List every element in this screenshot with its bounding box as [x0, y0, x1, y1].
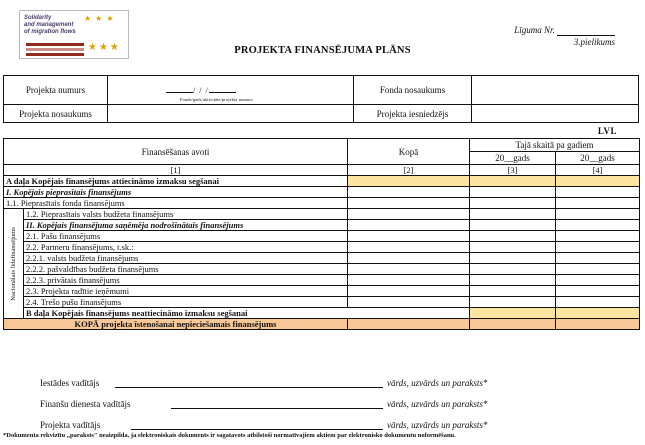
value-cell[interactable] [556, 275, 640, 286]
table-row [4, 231, 640, 242]
value-cell[interactable] [470, 242, 556, 253]
signature-label: Finanšu dienesta vadītājs [40, 399, 131, 409]
table-row [4, 275, 640, 286]
value-cell[interactable] [348, 209, 470, 220]
table-row [4, 253, 640, 264]
col-header-sources: Finansēšanas avoti [4, 139, 348, 165]
value-cell[interactable] [348, 264, 470, 275]
row-label-i: I. Kopējais pieprasītais finansējums [4, 187, 348, 198]
row-label-2-2: 2.2. Partneru finansējums, t.sk.: [24, 242, 348, 253]
value-cell[interactable] [470, 297, 556, 308]
logo-line: Solidarity [24, 15, 52, 21]
value-cell[interactable] [470, 308, 556, 319]
row-label-a: A daļa Kopējais finansējums attiecināmo izmaksu segšanai [4, 176, 348, 187]
value-cell[interactable] [348, 286, 470, 297]
value-cell[interactable] [470, 176, 556, 187]
value-cell[interactable] [556, 242, 640, 253]
fund-name-label: Fonda nosaukums [354, 76, 472, 105]
table-row [4, 308, 640, 319]
table-row [4, 242, 640, 253]
row-label-1-2: 1.2. Pieprasītais valsts budžeta finansējums [24, 209, 348, 220]
value-cell[interactable] [348, 319, 470, 330]
value-cell[interactable] [556, 176, 640, 187]
signature-hint: vārds, uzvārds un paraksts* [387, 420, 488, 430]
row-label-ii: II. Kopējais finansējuma saņēmēja nodrošinātais finansējums [24, 220, 348, 231]
value-cell[interactable] [348, 253, 470, 264]
table-row [4, 187, 640, 198]
value-cell[interactable] [556, 308, 640, 319]
project-number-label: Projekta numurs [4, 76, 108, 105]
index-cell: [1] [4, 165, 348, 176]
value-cell[interactable] [556, 253, 640, 264]
value-cell[interactable] [556, 297, 640, 308]
project-number-field[interactable] [108, 76, 354, 105]
col-header-year2: 20__gads [556, 152, 640, 165]
row-label-b: B daļa Kopējais finansējums neattiecināmo izmaksu segšanai [24, 308, 470, 319]
index-cell: [2] [348, 165, 470, 176]
value-cell[interactable] [470, 319, 556, 330]
row-label-2-2-3: 2.2.3. privātais finansējums [24, 275, 348, 286]
logo-line: and management [24, 22, 74, 28]
signature-hint: vārds, uzvārds un paraksts* [387, 378, 488, 388]
value-cell[interactable] [348, 275, 470, 286]
project-info-table [3, 75, 639, 123]
value-cell[interactable] [348, 198, 470, 209]
footnote: *Dokumenta rekvizītu „paraksts" neaizpilda, ja elektroniskais dokuments ir sagatavots atbilstoši normatīvajiem aktiem par elektronisko dokumentu noformēšanu. [3, 432, 456, 439]
value-cell[interactable] [348, 176, 470, 187]
signature-finance-head [40, 399, 487, 409]
table-row [4, 198, 640, 209]
logo-line: of migration flows [24, 29, 76, 35]
financing-table [3, 138, 640, 330]
value-cell[interactable] [470, 275, 556, 286]
value-cell[interactable] [556, 231, 640, 242]
table-row [4, 220, 640, 231]
fund-name-field[interactable] [472, 76, 639, 105]
currency-label: LVL [597, 126, 617, 136]
value-cell[interactable] [470, 209, 556, 220]
value-cell[interactable] [556, 319, 640, 330]
value-cell[interactable] [348, 187, 470, 198]
table-row [4, 286, 640, 297]
value-cell[interactable] [348, 220, 470, 231]
signature-project-head [40, 420, 487, 430]
table-row [4, 176, 640, 187]
value-cell[interactable] [348, 231, 470, 242]
signature-hint: vārds, uzvārds un paraksts* [387, 399, 488, 409]
value-cell[interactable] [556, 198, 640, 209]
submitter-label: Projekta iesniedzējs [354, 105, 472, 123]
project-name-field[interactable] [108, 105, 354, 123]
annex-label: 3.pielikums [573, 37, 615, 47]
value-cell[interactable] [556, 220, 640, 231]
page-title: PROJEKTA FINANSĒJUMA PLĀNS [234, 45, 411, 56]
value-cell[interactable] [470, 264, 556, 275]
table-row [4, 264, 640, 275]
signature-line[interactable] [115, 379, 383, 388]
table-row [4, 209, 640, 220]
value-cell[interactable] [556, 286, 640, 297]
signature-label: Iestādes vadītājs [40, 378, 100, 388]
row-label-2-4: 2.4. Trešo pušu finansējums [24, 297, 348, 308]
col-header-years: Tajā skaitā pa gadiem [470, 139, 640, 152]
value-cell[interactable] [556, 264, 640, 275]
row-label-2-1: 2.1. Pašu finansējums [24, 231, 348, 242]
value-cell[interactable] [470, 198, 556, 209]
signature-institution-head [40, 378, 487, 388]
project-name-label: Projekta nosaukums [4, 105, 108, 123]
project-number-slots [166, 86, 236, 95]
value-cell[interactable] [470, 231, 556, 242]
index-cell: [4] [556, 165, 640, 176]
row-label-2-2-1: 2.2.1. valsts budžeta finansējums [24, 253, 348, 264]
logo-stars-lower-icon: ★★★ [88, 42, 121, 53]
row-label-2-3: 2.3. Projekta radītie ieņēmumi [24, 286, 348, 297]
vertical-label-cell [4, 209, 24, 319]
row-label-1-1: 1.1. Pieprasītais fonda finansējums [4, 198, 348, 209]
value-cell[interactable] [348, 242, 470, 253]
index-cell: [3] [470, 165, 556, 176]
value-cell[interactable] [470, 286, 556, 297]
row-label-total: KOPĀ projekta īstenošanai nepieciešamais finansējums [4, 319, 348, 330]
contract-label: Līguma Nr. [514, 25, 555, 35]
signature-label: Projekta vadītājs [40, 420, 101, 430]
col-header-total: Kopā [348, 139, 470, 165]
submitter-field[interactable] [472, 105, 639, 123]
table-row [4, 297, 640, 308]
value-cell[interactable] [470, 187, 556, 198]
project-number-caption: Fonds/gads/aktivitāte/projekta numurs [180, 97, 253, 102]
col-header-year1: 20__gads [470, 152, 556, 165]
value-cell[interactable] [556, 209, 640, 220]
signature-line[interactable] [131, 421, 383, 430]
value-cell[interactable] [470, 253, 556, 264]
logo-stars-icon: ★ ★ ★ [84, 14, 115, 23]
value-cell[interactable] [470, 220, 556, 231]
value-cell[interactable] [556, 187, 640, 198]
signature-line[interactable] [171, 400, 383, 409]
table-row [4, 319, 640, 330]
number-slot-separators: / / / [193, 86, 209, 95]
value-cell[interactable] [348, 297, 470, 308]
row-label-2-2-2: 2.2.2. pašvaldības budžeta finansējums [24, 264, 348, 275]
logo-text [24, 15, 76, 36]
vertical-label: Nacionālais līdzfinansējums [9, 226, 17, 301]
